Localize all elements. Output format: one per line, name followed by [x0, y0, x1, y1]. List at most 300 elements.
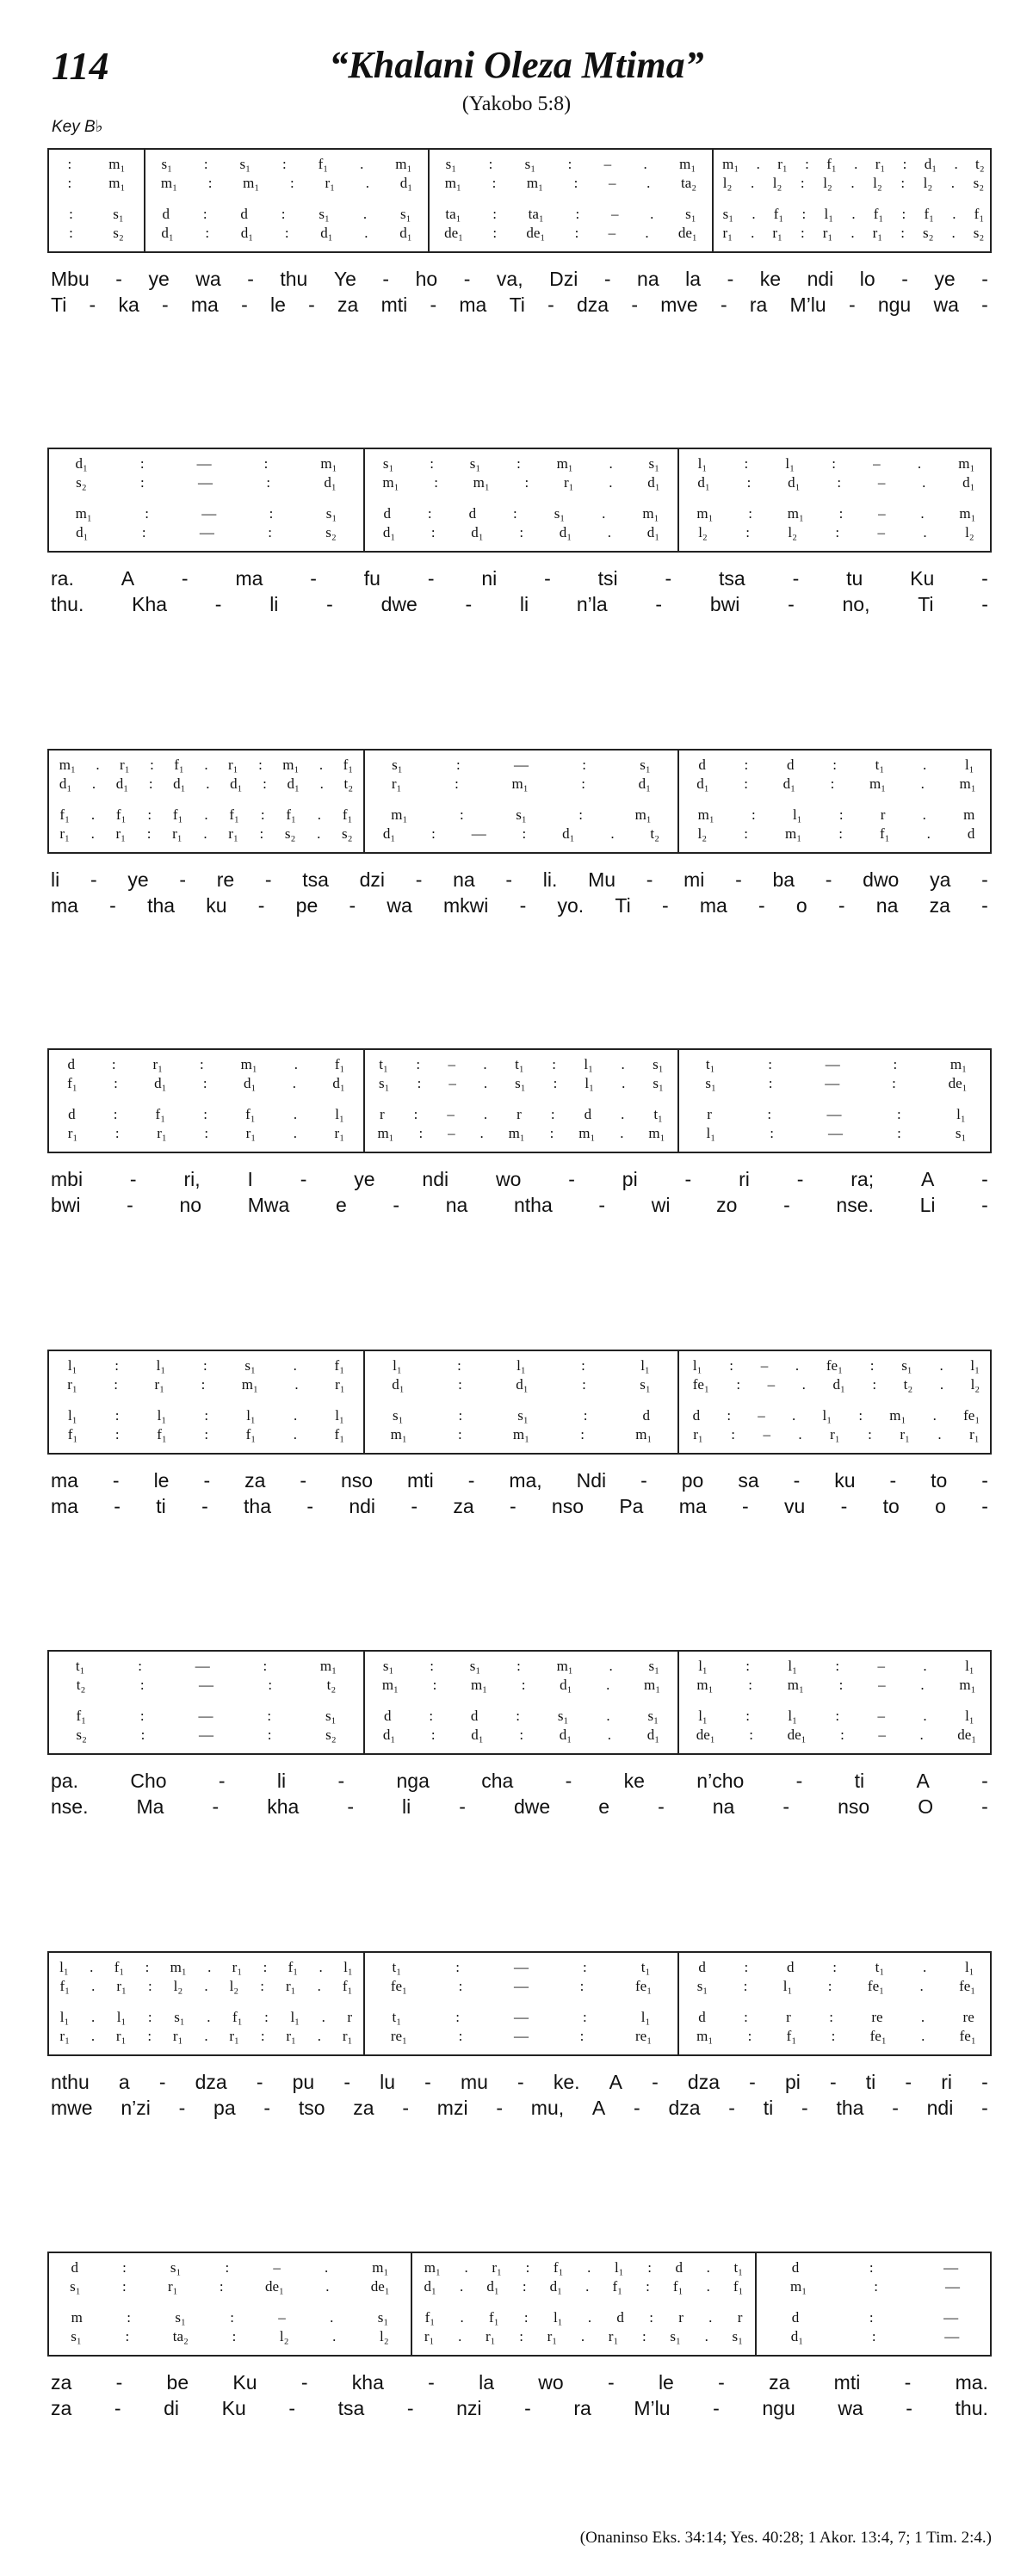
- solfa-note: m: [71, 2309, 83, 2326]
- solfa-note: f₁: [334, 1056, 345, 1072]
- lyric-syllable: mti: [833, 2370, 861, 2394]
- solfa-note: r₁: [168, 2278, 178, 2295]
- solfa-note: d: [468, 505, 477, 522]
- lyric-syllable: A: [609, 2070, 622, 2093]
- voice-line: [679, 454, 993, 473]
- voice-line: [679, 1375, 993, 1394]
- lyric-syllable: -: [428, 2370, 435, 2394]
- solfa-note: —: [944, 2328, 960, 2344]
- lyric-syllable: tsi: [597, 566, 618, 590]
- solfa-note: –: [609, 175, 616, 191]
- solfa-note: d₁: [392, 1376, 405, 1393]
- solfa-note: m₁: [949, 1056, 968, 1072]
- solfa-note: l₂: [229, 1978, 239, 1994]
- voice-line: [365, 1977, 677, 1996]
- lyric-syllable: wa: [387, 893, 412, 917]
- solfa-note: .: [851, 206, 856, 222]
- solfa-note: :: [838, 505, 844, 522]
- solfa-note: :: [729, 1357, 733, 1374]
- lyric-syllable: -: [343, 2070, 351, 2093]
- lyric-syllable: le: [658, 2370, 674, 2394]
- solfa-note: r₁: [563, 474, 574, 491]
- solfa-note: .: [207, 1959, 212, 1975]
- lyric-syllable: za: [453, 1494, 474, 1517]
- solfa-note: l₁: [516, 1357, 526, 1374]
- solfa-note: :: [204, 1407, 209, 1424]
- solfa-note: l₁: [706, 1125, 716, 1141]
- solfa-note: :: [219, 2278, 224, 2295]
- solfa-note: —: [513, 1959, 529, 1975]
- solfa-note: r: [737, 2309, 743, 2326]
- solfa-note: :: [827, 1978, 832, 1994]
- solfa-note: f₁: [924, 206, 935, 222]
- solfa-note: :: [800, 175, 805, 191]
- solfa-note: :: [430, 1727, 436, 1743]
- solfa-note: l₂: [823, 175, 832, 191]
- solfa-note: —: [513, 757, 529, 773]
- solfa-note: d: [616, 2309, 624, 2326]
- solfa-note: d₁: [924, 156, 937, 172]
- lyric-syllable: -: [109, 893, 116, 917]
- solfa-note: :: [413, 1106, 418, 1122]
- lyric-syllable: ndi: [807, 267, 834, 290]
- lyric-syllable: pi: [784, 2070, 801, 2093]
- solfa-note: t₁: [653, 1106, 663, 1122]
- lyric-syllable: ma: [51, 1468, 78, 1492]
- solfa-note: f₁: [773, 206, 784, 222]
- lyric-syllable: -: [300, 1468, 307, 1492]
- lyric-syllable: za: [51, 2370, 72, 2394]
- lyric-syllable: nso: [340, 1468, 374, 1492]
- lyric-syllable: tha: [836, 2096, 864, 2119]
- solfa-note: f₁: [174, 757, 184, 773]
- solfa-note: .: [650, 206, 654, 222]
- solfa-note: d₁: [332, 1075, 345, 1091]
- lyric-syllable: fu: [363, 566, 380, 590]
- solfa-note: d₁: [399, 175, 413, 191]
- solfa-note: f₁: [342, 806, 353, 823]
- measure: [428, 150, 712, 251]
- solfa-note: :: [432, 1677, 437, 1693]
- solfa-note: r₁: [59, 2028, 70, 2044]
- solfa-note: –: [878, 1727, 886, 1743]
- voice-line: [145, 224, 428, 243]
- solfa-note: :: [282, 156, 287, 172]
- solfa-note: l₁: [692, 1357, 702, 1374]
- solfa-note: :: [519, 1727, 524, 1743]
- solfa-note: l₁: [785, 455, 795, 472]
- solfa-note: :: [492, 225, 498, 241]
- lyric-syllable: -: [901, 267, 908, 290]
- solfa-note: l₁: [965, 1708, 974, 1724]
- solfa-note: d₁: [560, 1677, 572, 1693]
- lyric-syllable: ma: [235, 566, 263, 590]
- lyric-syllable: -: [825, 868, 832, 891]
- solfa-note: s₁: [554, 505, 566, 522]
- lyric-syllable: dza: [195, 2070, 227, 2093]
- lyric-syllable: -: [981, 1494, 988, 1517]
- lyric-syllable: -: [127, 1193, 133, 1216]
- lyric-syllable: -: [308, 293, 315, 316]
- solfa-note: .: [704, 2328, 708, 2344]
- solfa-note: :: [646, 2278, 650, 2295]
- solfa-note: ta₂: [680, 175, 697, 191]
- lyric-syllable: ku: [834, 1468, 856, 1492]
- solfa-note: .: [801, 1376, 806, 1393]
- solfa-note: :: [69, 206, 73, 222]
- solfa-note: :: [858, 1407, 863, 1424]
- solfa-note: m₁: [243, 175, 260, 191]
- voice-line: [49, 1958, 363, 1977]
- lyric-syllable: kha: [267, 1795, 300, 1818]
- voice-line: [679, 825, 993, 843]
- lyric-line: [47, 1494, 992, 1518]
- measure: [363, 1351, 677, 1453]
- lyric-syllable: ba: [772, 868, 795, 891]
- solfa-note: :: [204, 1426, 209, 1442]
- lyric-syllable: ku: [206, 893, 227, 917]
- solfa-note: :: [458, 1407, 463, 1424]
- lyric-syllable: -: [981, 1468, 988, 1492]
- solfa-note: r₁: [285, 1978, 296, 1994]
- measure: [677, 449, 993, 551]
- solfa-note: :: [138, 1658, 142, 1674]
- solfa-note: d₁: [320, 225, 333, 241]
- solfa-note: .: [932, 1407, 937, 1424]
- solfa-note: m₁: [320, 455, 337, 472]
- solfa-note: –: [758, 1407, 765, 1424]
- solfa-note: :: [522, 825, 527, 842]
- voice-line: [49, 1406, 363, 1425]
- solfa-note: .: [751, 225, 755, 241]
- lyric-syllable: dza: [577, 293, 609, 316]
- solfa-note: :: [642, 2328, 646, 2344]
- solfa-note: :: [519, 524, 524, 541]
- voice-line: [679, 1105, 993, 1124]
- solfa-note: .: [954, 156, 958, 172]
- solfa-note: .: [920, 775, 925, 792]
- solfa-note: –: [877, 1658, 886, 1674]
- solfa-note: .: [293, 1125, 297, 1141]
- lyric-syllable: -: [161, 293, 169, 316]
- solfa-note: s₂: [325, 524, 337, 541]
- solfa-note: m₁: [241, 1376, 258, 1393]
- solfa-note: .: [204, 1978, 208, 1994]
- solfa-note: .: [319, 775, 324, 792]
- solfa-note: :: [200, 1056, 204, 1072]
- solfa-note: l₁: [956, 1106, 966, 1122]
- solfa-note: f₁: [172, 806, 183, 823]
- solfa-note: :: [127, 2309, 131, 2326]
- solfa-note: s₁: [640, 757, 651, 773]
- solfa-note: :: [583, 1959, 587, 1975]
- lyric-syllable: ti: [865, 2070, 876, 2093]
- solfa-note: .: [792, 1407, 796, 1424]
- lyric-syllable: -: [201, 1494, 208, 1517]
- lyric-syllable: pa: [213, 2096, 236, 2119]
- solfa-note: :: [207, 175, 213, 191]
- measure: [144, 150, 428, 251]
- voice-line: [679, 504, 993, 523]
- solfa-note: :: [901, 206, 906, 222]
- solfa-note: .: [854, 156, 858, 172]
- solfa-note: :: [523, 2309, 529, 2326]
- solfa-note: d: [642, 1407, 650, 1424]
- solfa-note: —: [199, 524, 214, 541]
- solfa-note: d₁: [790, 2328, 804, 2344]
- solfa-note: r₁: [172, 825, 182, 842]
- solfa-note: .: [922, 806, 926, 823]
- solfa-note: f₁: [229, 806, 239, 823]
- solfa-note: m₁: [889, 1407, 906, 1424]
- solfa-note: :: [455, 775, 459, 792]
- lyric-syllable: -: [634, 2096, 640, 2119]
- solfa-note: l₁: [782, 1978, 793, 1994]
- solfa-note: .: [360, 156, 364, 172]
- solfa-note: s₁: [648, 455, 660, 472]
- solfa-note: :: [900, 175, 906, 191]
- lyric-syllable: -: [306, 1494, 314, 1517]
- solfa-note: .: [458, 2328, 462, 2344]
- solfa-note: m₁: [424, 2259, 441, 2276]
- solfa-note: :: [896, 1106, 901, 1122]
- solfa-note: —: [825, 1056, 840, 1072]
- solfa-note: –: [273, 2259, 281, 2276]
- solfa-note: m₁: [160, 175, 177, 191]
- solfa-note: :: [519, 2328, 523, 2344]
- lyric-syllable: ma: [51, 1494, 78, 1517]
- solfa-note: .: [90, 806, 96, 823]
- solfa-note: :: [583, 1407, 588, 1424]
- solfa-note: f₁: [334, 1357, 345, 1374]
- solfa-note: l₂: [772, 175, 782, 191]
- voice-line: [49, 1726, 363, 1745]
- lyric-syllable: bwi: [51, 1193, 81, 1216]
- solfa-note: :: [744, 825, 748, 842]
- lyric-syllable: nse.: [51, 1795, 89, 1818]
- solfa-note: m₁: [787, 505, 804, 522]
- lyric-syllable: -: [713, 2396, 720, 2419]
- solfa-note: s₂: [325, 1727, 337, 1743]
- lyric-syllable: -: [459, 1795, 466, 1818]
- solfa-note: :: [67, 156, 72, 172]
- solfa-note: :: [430, 455, 434, 472]
- lyric-syllable: vu: [784, 1494, 806, 1517]
- lyric-syllable: Mbu: [51, 267, 90, 290]
- solfa-note: :: [492, 206, 497, 222]
- lyric-syllable: -: [547, 293, 554, 316]
- lyric-syllable: ngu: [877, 293, 912, 316]
- solfa-note: r₁: [772, 225, 782, 241]
- solfa-note: :: [259, 825, 264, 842]
- lyric-syllable: Ti: [918, 592, 934, 615]
- voice-line: [412, 2308, 755, 2327]
- solfa-note: —: [198, 1677, 213, 1693]
- solfa-note: :: [203, 1106, 207, 1122]
- solfa-note: :: [202, 206, 207, 222]
- solfa-note: .: [922, 474, 926, 491]
- lyric-syllable: o: [935, 1494, 946, 1517]
- voice-line: [679, 756, 993, 775]
- lyric-syllable: -: [981, 1193, 988, 1216]
- solfa-note: d: [584, 1106, 592, 1122]
- lyric-syllable: n’cho: [696, 1769, 745, 1792]
- solfa-note: :: [801, 206, 807, 222]
- solfa-note: d₁: [788, 474, 801, 491]
- solfa-note: m₁: [508, 1125, 525, 1141]
- solfa-note: .: [203, 825, 207, 842]
- solfa-note: d: [67, 1056, 75, 1072]
- measure: [677, 751, 993, 852]
- solfa-note: d₁: [154, 1075, 167, 1091]
- solfa-note: r₁: [59, 825, 70, 842]
- lyric-syllable: li: [51, 868, 60, 891]
- solfa-note: m₁: [635, 1426, 653, 1442]
- solfa-note: .: [923, 524, 927, 541]
- lyric-syllable: -: [241, 293, 248, 316]
- solfa-note: l₁: [792, 806, 802, 823]
- solfa-note: m₁: [75, 505, 92, 522]
- solfa-note: .: [919, 1727, 924, 1743]
- solfa-note: :: [579, 1978, 585, 1994]
- voice-line: [365, 1707, 677, 1726]
- solfa-note: :: [868, 1426, 872, 1442]
- lyric-syllable: o: [795, 893, 807, 917]
- voice-line: [49, 2258, 411, 2277]
- lyric-line: [47, 868, 992, 892]
- solfa-note: m₁: [382, 474, 399, 491]
- lyric-syllable: -: [981, 267, 988, 290]
- lyric-syllable: -: [247, 267, 254, 290]
- lyric-line: [47, 2370, 992, 2394]
- solfa-note: :: [553, 1075, 558, 1091]
- solfa-note: m₁: [722, 156, 739, 172]
- solfa-note: :: [800, 225, 805, 241]
- voice-line: [365, 2008, 677, 2027]
- lyric-syllable: dza: [668, 2096, 701, 2119]
- solfa-note: .: [587, 2309, 592, 2326]
- solfa-note: s₁: [392, 757, 403, 773]
- solfa-note: m₁: [59, 757, 76, 773]
- solfa-note: –: [878, 1677, 886, 1693]
- voice-line: [49, 523, 363, 542]
- lyric-syllable: -: [801, 2096, 808, 2119]
- lyric-syllable: thu.: [51, 592, 84, 615]
- solfa-note: :: [574, 225, 579, 241]
- lyric-syllable: mkwi: [443, 893, 489, 917]
- solfa-note: f₁: [342, 1978, 353, 1994]
- solfa-note: :: [230, 2309, 234, 2326]
- lyric-syllable: dwe: [514, 1795, 551, 1818]
- solfa-note: m₁: [869, 775, 887, 792]
- lyric-syllable: to: [931, 1468, 948, 1492]
- solfa-note: f₁: [489, 2309, 499, 2326]
- lyric-syllable: tsa: [302, 868, 329, 891]
- lyric-syllable: -: [981, 293, 988, 316]
- solfa-note: –: [877, 474, 886, 491]
- lyric-syllable: -: [565, 1769, 572, 1792]
- solfa-note: l₁: [585, 1075, 595, 1091]
- voice-line: [49, 775, 363, 794]
- lyric-syllable: ra: [573, 2396, 591, 2419]
- solfa-note: m₁: [395, 156, 412, 172]
- lyric-syllable: -: [178, 2096, 186, 2119]
- solfa-note: .: [293, 1407, 298, 1424]
- solfa-note: l₁: [698, 1708, 708, 1724]
- lyric-line: [47, 1769, 992, 1793]
- lyric-syllable: -: [427, 566, 435, 590]
- solfa-note: :: [457, 1357, 461, 1374]
- solfa-note: l₁: [697, 455, 708, 472]
- solfa-note: l₁: [67, 1357, 77, 1374]
- lyric-syllable: -: [203, 1468, 211, 1492]
- lyric-syllable: -: [735, 868, 742, 891]
- lyric-syllable: -: [115, 267, 122, 290]
- lyric-syllable: ma.: [955, 2370, 988, 2394]
- voice-line: [365, 1406, 677, 1425]
- solfa-note: m₁: [958, 455, 975, 472]
- voice-line: [430, 205, 712, 224]
- voice-line: [365, 825, 677, 843]
- solfa-note: :: [829, 2009, 833, 2025]
- solfa-note: d₁: [516, 1376, 529, 1393]
- solfa-note: d: [240, 206, 248, 222]
- solfa-note: :: [770, 1125, 774, 1141]
- solfa-note: t₂: [76, 1677, 86, 1693]
- lyric-syllable: ya: [930, 868, 951, 891]
- solfa-note: .: [580, 2328, 585, 2344]
- solfa-note: s₁: [71, 2328, 82, 2344]
- solfa-note: r₁: [424, 2328, 435, 2344]
- solfa-note: :: [263, 775, 267, 792]
- solfa-note: :: [838, 825, 843, 842]
- lyric-syllable: la: [685, 267, 702, 290]
- solfa-note: f₁: [334, 1426, 345, 1442]
- solfa-note: s₁: [70, 2278, 81, 2295]
- solfa-note: m₁: [696, 2028, 714, 2044]
- lyric-syllable: za: [353, 2096, 374, 2119]
- solfa-note: l₁: [964, 1959, 974, 1975]
- measure: [49, 449, 363, 551]
- solfa-note: l₂: [697, 825, 708, 842]
- solfa-note: r: [516, 1106, 522, 1122]
- solfa-note: d₁: [382, 825, 396, 842]
- solfa-note: :: [745, 1708, 750, 1724]
- lyric-syllable: mu: [460, 2070, 488, 2093]
- solfa-note: .: [90, 2028, 96, 2044]
- solfa-note: l₁: [788, 1658, 798, 1674]
- voice-line: [679, 1124, 993, 1143]
- lyric-syllable: -: [598, 1193, 606, 1216]
- solfa-note: s₁: [685, 206, 696, 222]
- solfa-note: s₁: [399, 206, 411, 222]
- solfa-note: d₁: [240, 225, 254, 241]
- solfa-note: d: [71, 2259, 79, 2276]
- lyric-syllable: ma: [190, 293, 219, 316]
- solfa-note: .: [293, 1357, 297, 1374]
- voice-line: [714, 155, 993, 174]
- lyric-syllable: Dzi: [549, 267, 578, 290]
- solfa-note: :: [831, 2028, 836, 2044]
- lyric-syllable: -: [981, 2096, 988, 2119]
- lyric-syllable: no,: [842, 592, 870, 615]
- solfa-note: .: [621, 1056, 625, 1072]
- score-system: [47, 1650, 992, 1755]
- lyric-syllable: -: [758, 893, 765, 917]
- voice-line: [365, 1074, 677, 1093]
- voice-line: [49, 2008, 363, 2027]
- lyric-syllable: -: [467, 1468, 475, 1492]
